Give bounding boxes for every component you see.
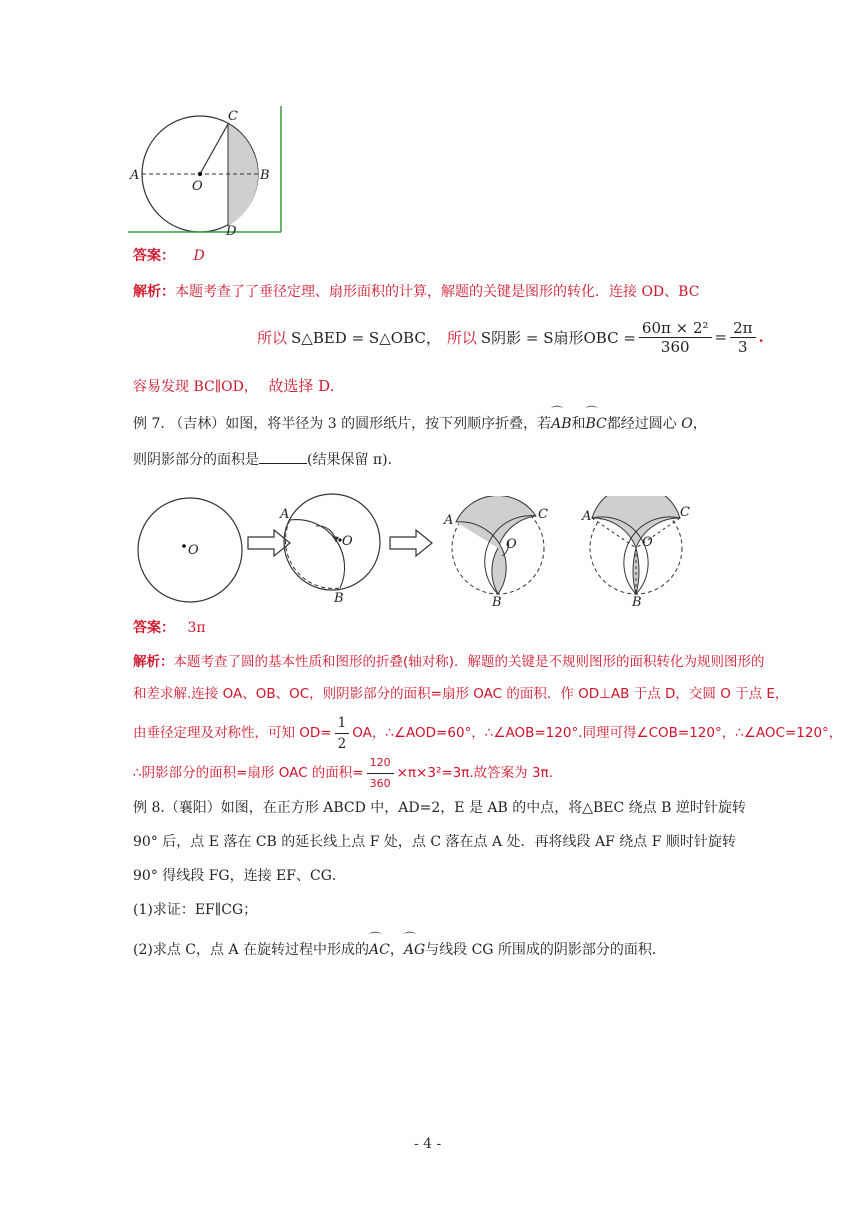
formula-equals: = xyxy=(714,328,728,346)
analysis2-line-3 xyxy=(133,716,842,750)
fig2-label-b: B xyxy=(334,591,344,604)
analysis2-line-2 xyxy=(133,684,788,704)
ex8-text-2: 90° 后，点 E 落在 CB 的延长线上点 F 处，点 C 落在点 A 处．再将线段 AF 绕点 F 顺时针旋转 xyxy=(133,834,736,850)
arc-ab: ⌒ AB xyxy=(551,414,571,434)
fig3-label-o: O xyxy=(506,537,517,552)
analysis-line-1 xyxy=(133,282,699,302)
answer-line-2 xyxy=(133,618,206,638)
analysis-text: 本题考查了了垂径定理、扇形面积的计算，解题的关键是图形的转化．连接 OD、BC xyxy=(175,284,700,300)
analysis2-text-1: 本题考查了圆的基本性质和图形的折叠(轴对称)．解题的关键是不规则图形的面积转化为规则图形的 xyxy=(173,654,765,670)
arc-ac: ⌒ AC xyxy=(369,940,390,960)
fold-figure-1 xyxy=(132,490,252,610)
ex8-line-2 xyxy=(133,832,736,852)
ex7-text-5: (结果保留 π)． xyxy=(307,452,402,468)
formula-s-bed: S△BED = S△OBC， xyxy=(291,328,441,347)
analysis2-text-4a: ∴阴影部分的面积=扇形 OAC 的面积= xyxy=(133,765,364,781)
fig1-label-o: O xyxy=(188,543,199,558)
ex7-text-3: ， xyxy=(692,416,707,432)
ex8-q2-comma: ， xyxy=(389,942,404,958)
answer2-value: 3π xyxy=(187,620,206,636)
fig2-label-o: O xyxy=(342,534,353,549)
ex7-line-2 xyxy=(133,450,402,470)
analysis2-line-1 xyxy=(133,652,765,672)
page-number: - 4 - xyxy=(414,1136,442,1152)
formula-prefix2: 所以 xyxy=(446,328,477,347)
ex7-center: O xyxy=(681,416,693,432)
area-fraction xyxy=(367,753,394,794)
ex7-text-4: 则阴影部分的面积是 xyxy=(133,452,259,468)
choose-text: 故选择 D. xyxy=(268,377,335,395)
arc-ag: ⌒ AG xyxy=(404,940,425,960)
formula-numerator: 60π × 2² xyxy=(639,319,712,338)
ex8-line-1 xyxy=(133,798,746,818)
fig3-label-a: A xyxy=(444,513,454,528)
fig4-label-b: B xyxy=(632,595,642,608)
analysis2-text-3b: OA，∴∠AOD=60°，∴∠AOB=120°.同理可得∠COB=120°，∴∠AOC=120°， xyxy=(352,725,843,741)
ex7-text-2: 都经过圆心 xyxy=(606,416,677,432)
area-num: 120 xyxy=(367,753,394,774)
ex7-text-1: 例 7. （吉林）如图，将半径为 3 的圆形纸片，按下列顺序折叠，若 xyxy=(133,416,552,432)
formula-line xyxy=(257,314,764,360)
answer-blank xyxy=(259,463,307,464)
fig4-label-a: A xyxy=(582,509,592,524)
fold-figure-3 xyxy=(436,496,556,608)
answer-line-1 xyxy=(133,246,205,266)
half-den: 2 xyxy=(337,735,347,752)
fig-label-d: D xyxy=(226,224,237,236)
formula-end: . xyxy=(758,328,764,346)
analysis2-label: 解析： xyxy=(133,654,174,670)
ex7-and: 和 xyxy=(571,416,586,432)
ex8-q2-b: 与线段 CG 所围成的阴影部分的面积． xyxy=(425,942,666,958)
arc-bc: ⌒ BC xyxy=(585,414,606,434)
formula-fraction xyxy=(639,319,712,356)
fig4-label-o: O xyxy=(642,535,653,550)
analysis2-text-4b: ×π×3²=3π.故答案为 3π. xyxy=(396,765,553,781)
fold-figure-2 xyxy=(276,484,388,604)
ex8-text-3: 90° 得线段 FG，连接 EF、CG． xyxy=(133,868,346,884)
ex8-text-1: 例 8.（襄阳）如图，在正方形 ABCD 中，AD=2，E 是 AB 的中点，将△BEC 绕点 B 逆时针旋转 xyxy=(133,800,746,816)
fig-label-b: B xyxy=(260,168,270,183)
fold-figure-4 xyxy=(576,496,696,608)
easy-text: 容易发现 BC∥OD， xyxy=(133,379,258,395)
analysis2-text-3a: 由垂径定理及对称性，可知 OD= xyxy=(133,725,332,741)
easy-line xyxy=(133,376,334,397)
ex8-question-2 xyxy=(133,940,666,960)
area-den: 360 xyxy=(369,776,391,790)
answer-label: 答案： xyxy=(133,248,175,264)
fig2-label-a: A xyxy=(280,507,290,522)
formula-prefix: 所以 xyxy=(257,328,288,347)
answer2-label: 答案： xyxy=(133,620,175,636)
analysis-label: 解析： xyxy=(133,284,175,300)
ex7-line-1 xyxy=(133,414,707,434)
formula-result xyxy=(730,319,755,356)
half-num: 1 xyxy=(335,713,350,734)
formula-denominator: 360 xyxy=(660,337,690,356)
top-circle-figure xyxy=(128,104,288,236)
ex8-q2-a: (2)求点 C，点 A 在旋转过程中形成的 xyxy=(133,942,370,958)
analysis2-text-2: 和差求解.连接 OA、OB、OC，则阴影部分的面积=扇形 OAC 的面积．作 OD⊥AB 于点 D，交圆 O 于点 E， xyxy=(133,686,789,702)
fig4-label-c: C xyxy=(680,505,690,520)
answer-value: D xyxy=(193,248,205,264)
arrow-2 xyxy=(388,528,436,558)
fig3-label-c: C xyxy=(538,507,548,522)
ex8-line-3 xyxy=(133,866,346,886)
analysis2-line-4 xyxy=(133,755,553,790)
fig-label-c: C xyxy=(228,109,238,124)
half-fraction xyxy=(335,713,350,754)
fig3-label-b: B xyxy=(492,595,502,608)
formula-s-shadow: S阴影 = S扇形OBC = xyxy=(480,328,636,347)
formula-result-num: 2π xyxy=(730,319,755,338)
fig-label-a: A xyxy=(130,168,140,183)
formula-result-den: 3 xyxy=(738,337,748,356)
ex8-q1: (1)求证：EF∥CG； xyxy=(133,902,258,918)
ex8-question-1 xyxy=(133,900,257,920)
fig-label-o: O xyxy=(192,179,203,194)
